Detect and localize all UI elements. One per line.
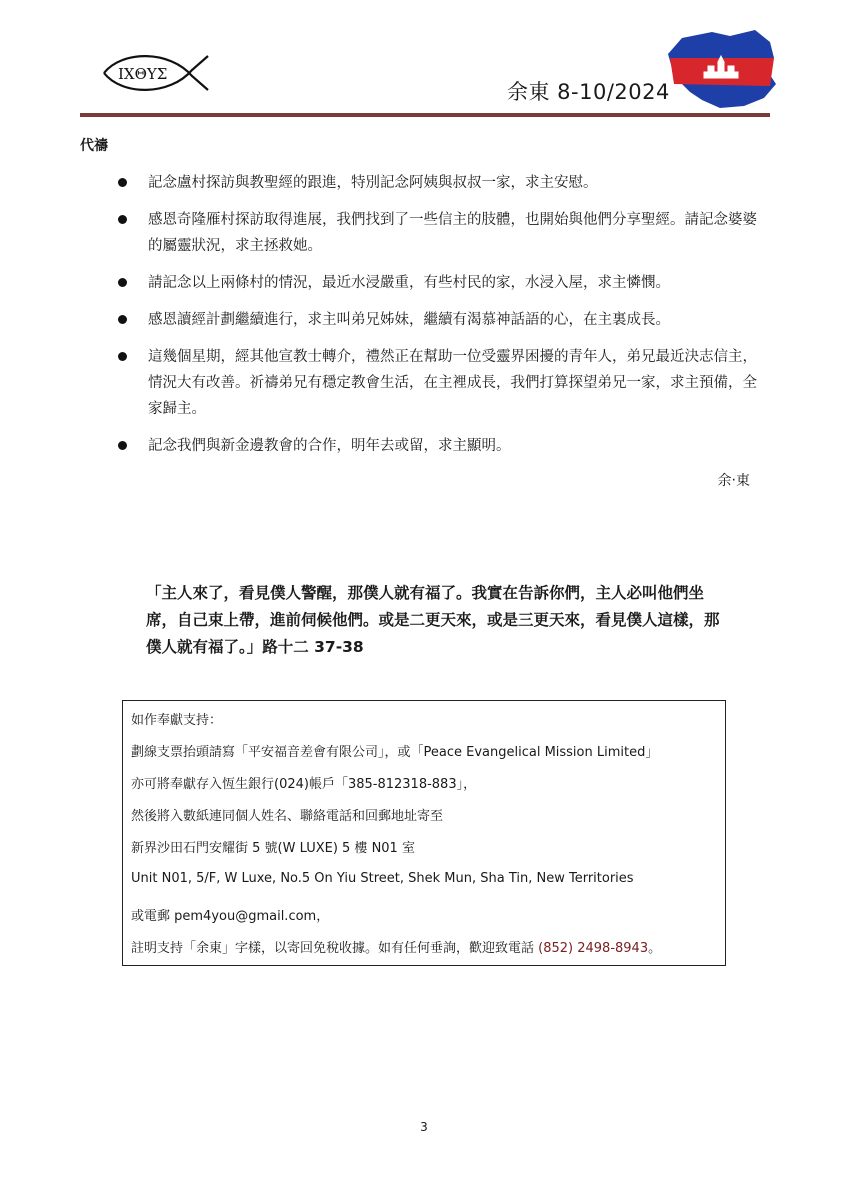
list-item-text: 感恩讀經計劃繼續進行，求主叫弟兄姊妹，繼續有渴慕神話語的心，在主裏成長。: [148, 312, 670, 328]
page-number: 3: [420, 1120, 428, 1134]
bullet-icon: [118, 352, 127, 361]
list-item-text: 感恩奇隆雁村探訪取得進展，我們找到了一些信主的肢體，也開始與他們分享聖經。請記念婆婆的屬靈狀況，求主拯救她。: [148, 212, 757, 254]
header-divider: [80, 113, 770, 117]
signature: 余‧東: [717, 473, 750, 489]
section-heading: 代禱: [80, 138, 108, 154]
list-item: [118, 207, 758, 259]
bullet-icon: [118, 315, 127, 324]
list-item-text: 記念盧村探訪與教聖經的跟進，特別記念阿姨與叔叔一家，求主安慰。: [148, 175, 598, 191]
donation-cheque-payee: 劃線支票抬頭請寫「平安福音差會有限公司」，或「Peace Evangelical Mission Limited」: [131, 745, 659, 760]
list-item: [118, 270, 758, 296]
list-item: [118, 344, 758, 422]
prayer-list: [118, 170, 758, 470]
bullet-icon: [118, 278, 127, 287]
donation-note-text: 註明支持「余東」字樣，以寄回免稅收據。如有任何垂詢，歡迎致電話: [131, 941, 539, 956]
list-item: [118, 433, 758, 459]
bullet-icon: [118, 178, 127, 187]
donation-note: [131, 937, 661, 956]
ichthys-fish-logo: [100, 48, 212, 98]
list-item: [118, 307, 758, 333]
donation-intro: 如作奉獻支持：: [131, 713, 223, 728]
donation-mail-instruction: 然後將入數紙連同個人姓名、聯絡電話和回郵地址寄至: [131, 809, 444, 824]
cambodia-flag-map-icon: [660, 28, 778, 110]
donation-bank-account: 亦可將奉獻存入恆生銀行(024)帳戶「385-812318-883」，: [131, 777, 477, 792]
logo-text: ΙΧΘΥΣ: [118, 65, 168, 83]
contact-phone: (852) 2498-8943: [538, 941, 649, 956]
donation-address-english: Unit N01, 5/F, W Luxe, No.5 On Yiu Street, Shek Mun, Sha Tin, New Territories: [131, 871, 634, 886]
donation-email: 或電郵 pem4you@gmail.com，: [131, 909, 330, 924]
donation-address-chinese: 新界沙田石門安耀街 5 號(W LUXE) 5 樓 N01 室: [131, 841, 415, 856]
list-item: [118, 170, 758, 196]
list-item-text: 請記念以上兩條村的情況，最近水浸嚴重，有些村民的家，水浸入屋，求主憐憫。: [148, 275, 670, 291]
donation-info-box: [122, 700, 726, 966]
donation-note-end: 。: [648, 941, 662, 956]
list-item-text: 記念我們與新金邊教會的合作，明年去或留，求主顯明。: [148, 438, 511, 454]
bullet-icon: [118, 215, 127, 224]
scripture-quote: 「主人來了，看見僕人警醒，那僕人就有福了。我實在告訴你們，主人必叫他們坐席，自己束上帶，進前伺候他們。或是二更天來，或是三更天來，看見僕人這樣，那僕人就有福了。」路十二 37-38: [146, 584, 720, 656]
bullet-icon: [118, 441, 127, 450]
list-item-text: 這幾個星期，經其他宣教士轉介，禮然正在幫助一位受靈界困擾的青年人，弟兄最近決志信主，情況大有改善。祈禱弟兄有穩定教會生活，在主裡成長，我們打算探望弟兄一家，求主預備，全家歸主。: [148, 349, 757, 417]
report-title: 余東 8-10/2024: [507, 80, 670, 104]
